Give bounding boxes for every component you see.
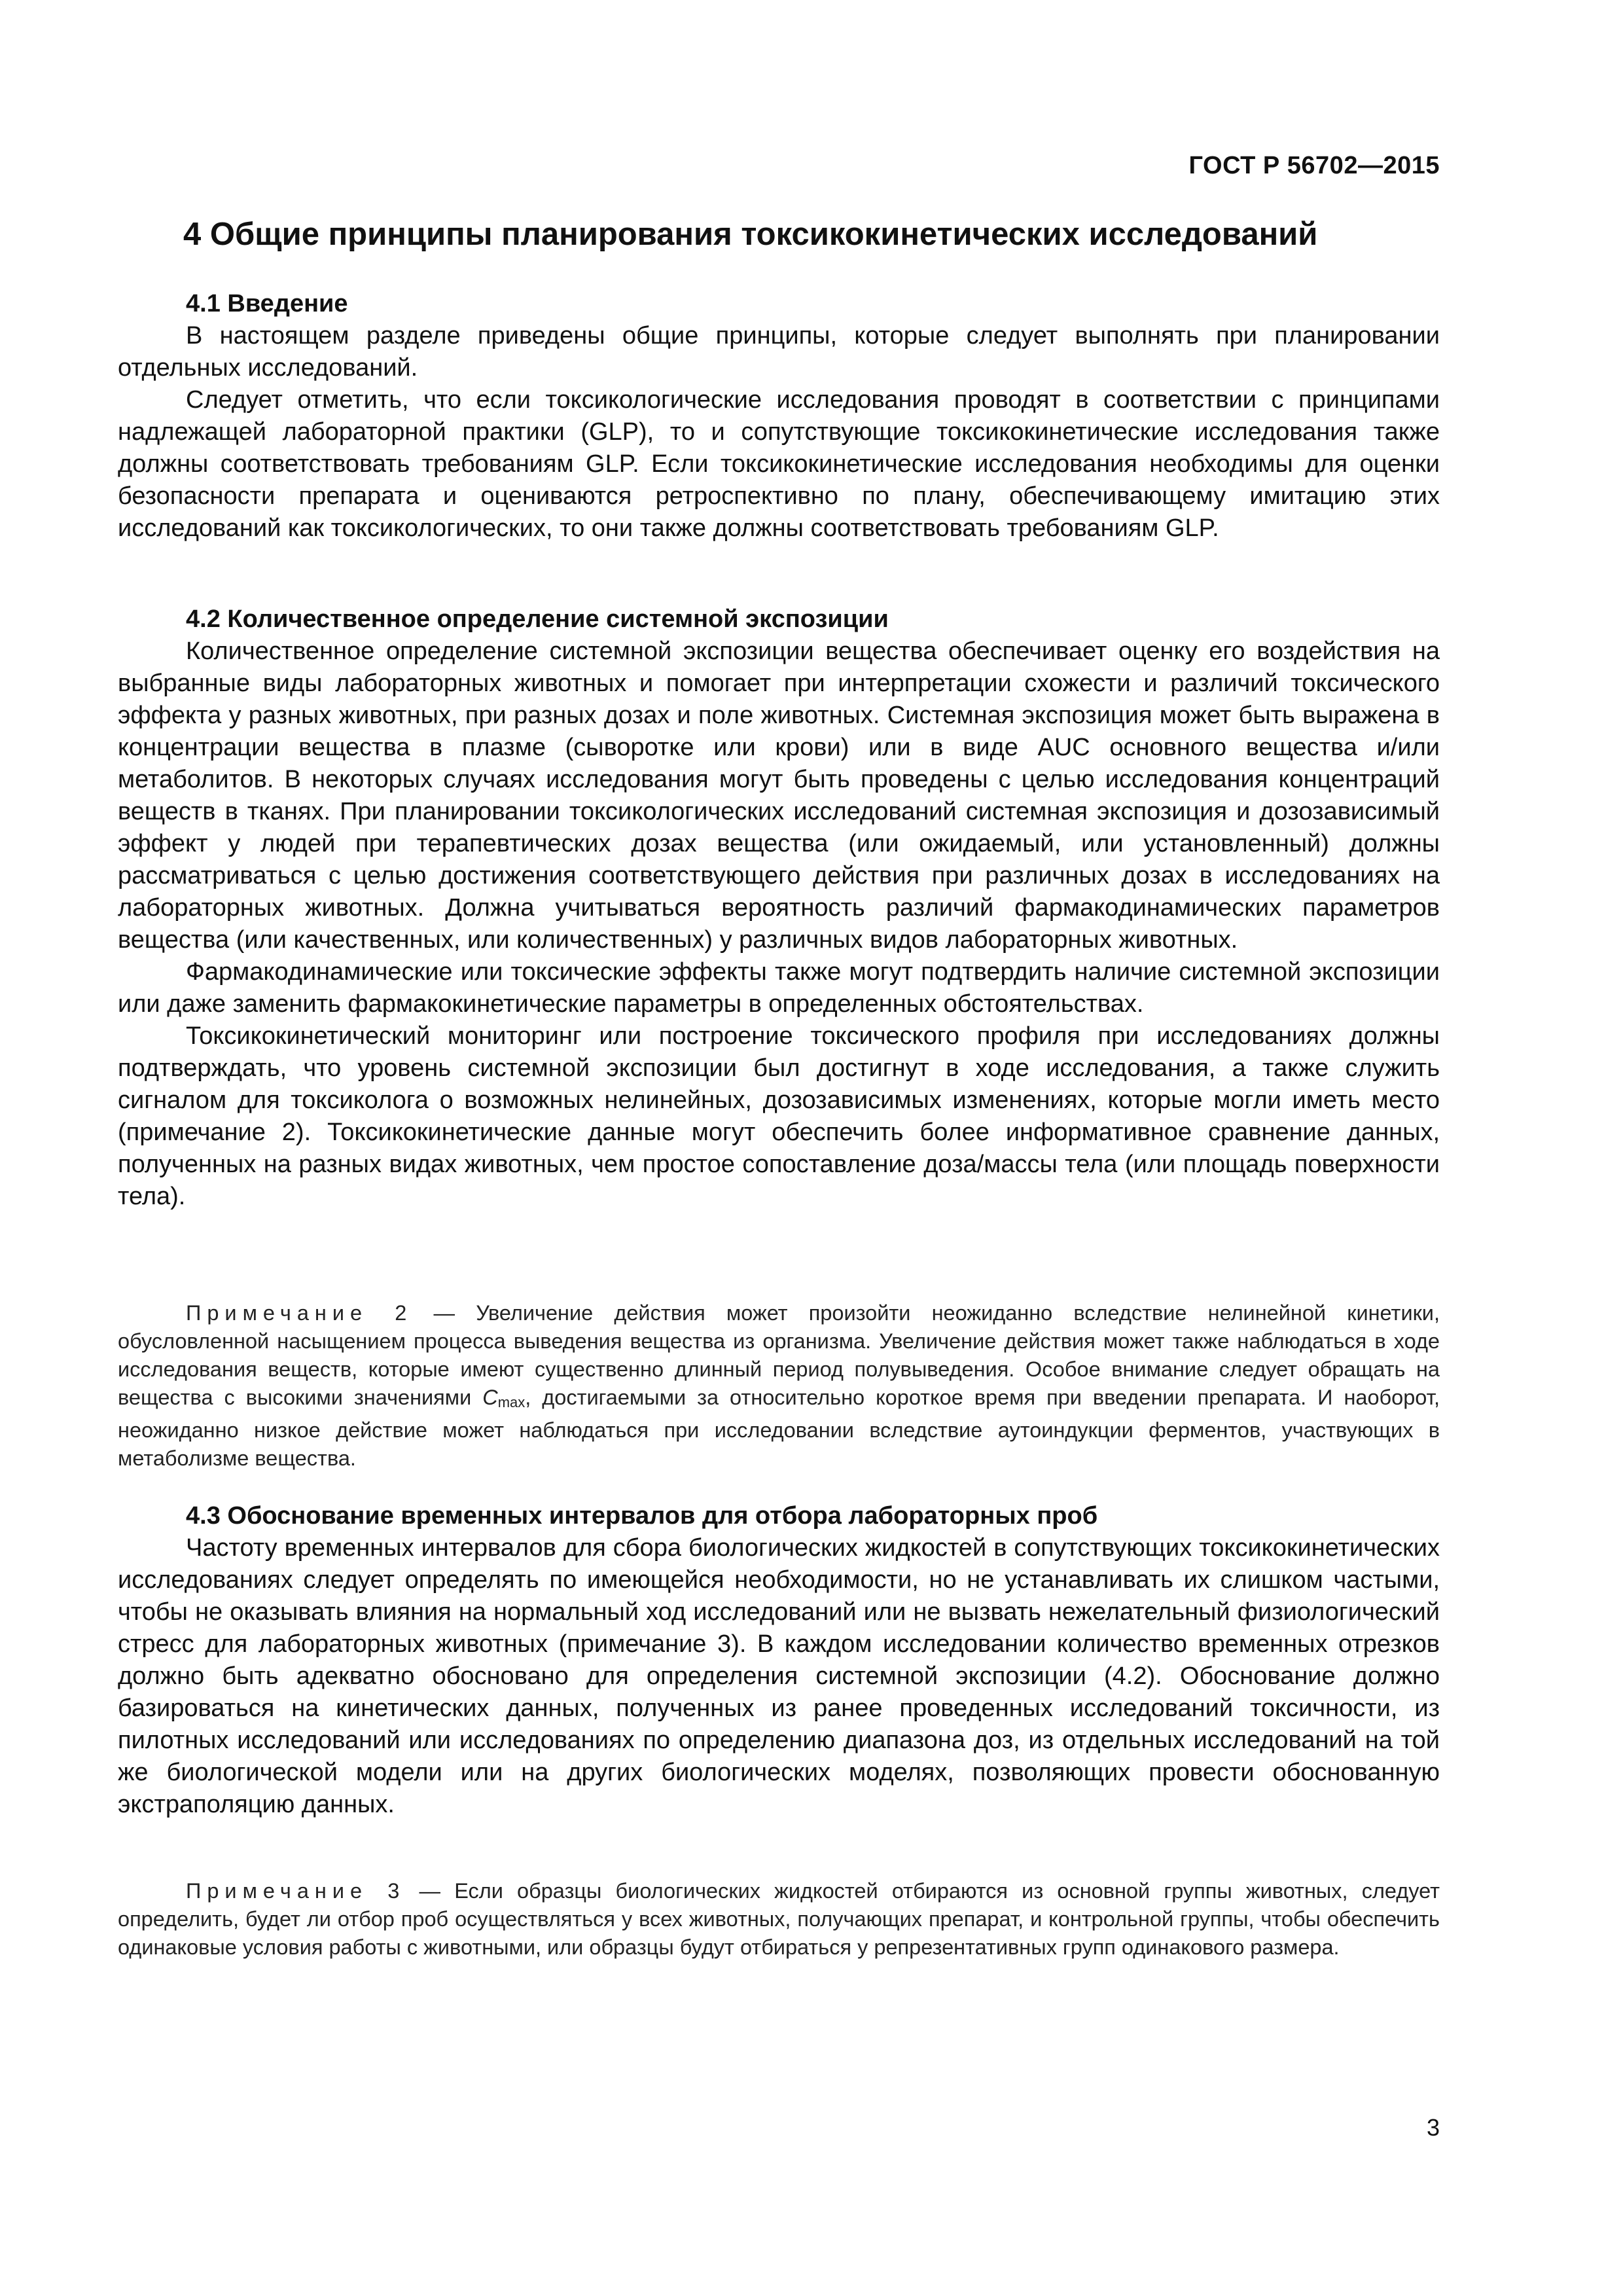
paragraph: Следует отметить, что если токсикологические исследования проводят в соответствии с принципами надлежащей лабораторной практики (GLP), то и сопутствующие токсикокинетические исследования также должны соответствовать требованиям GLP. Если токсикокинетические исследования необходимы для оценки безопасности препарата и оцениваются ретроспективно по плану, обеспечивающему имитацию этих исследований как токсикологических, то они также должны соответствовать требованиям GLP. — [118, 386, 1440, 542]
subsection-heading-4-1: 4.1 Введение — [186, 290, 348, 317]
paragraph: Количественное определение системной экспозиции вещества обеспечивает оценку его воздействия на выбранные виды лабораторных животных и помогает при интерпретации схожести и различий токсического эффекта у разных животных, при разных дозах и поле животных. Системная экспозиция может быть выражена в концентрации вещества в плазме (сыворотке или крови) или в виде AUC основного вещества и/или метаболитов. В некоторых случаях исследования могут быть проведены с целью исследования концентраций веществ в тканях. При планировании токсикологических исследований системная экспозиция и дозозависимый эффект у людей при терапевтических дозах вещества (или ожидаемый, или установленный) должны рассматриваться с целью достижения соответствующего действия при различных дозах в исследованиях на лабораторных животных. Должна учитываться вероятность различий фармакодинамических параметров вещества (или качественных, или количественных) у различных видов лабораторных животных. — [118, 637, 1440, 954]
subsection-heading-4-2: 4.2 Количественное определение системной экспозиции — [186, 605, 889, 633]
section-4-1 — [118, 288, 1440, 545]
paragraph: Токсикокинетический мониторинг или построение токсического профиля при исследованиях должны подтверждать, что уровень системной экспозиции был достигнут в ходе исследования, а также служить сигналом для токсиколога о возможных нелинейных, дозозависимых изменениях, которые могли иметь место (примечание 2). Токсикокинетические данные могут обеспечить более информативное сравнение данных, полученных на разных видах животных, чем простое сопоставление доза/массы тела (или площадь поверхности тела). — [118, 1022, 1440, 1210]
note-3 — [118, 1877, 1440, 1962]
note-label: Примечание 3 — [186, 1879, 406, 1903]
section-4-3 — [118, 1500, 1440, 1821]
note-cmax-subscript: max — [497, 1394, 526, 1410]
page-number: 3 — [1426, 2114, 1440, 2141]
paragraph: Фармакодинамические или токсические эффекты также могут подтвердить наличие системной экспозиции или даже заменить фармакокинетические параметры в определенных обстоятельствах. — [118, 958, 1440, 1018]
note-label: Примечание 2 — [186, 1301, 413, 1325]
note-cmax-symbol: C — [482, 1386, 498, 1409]
section-title: 4 Общие принципы планирования токсикокинетических исследований — [183, 217, 1318, 252]
note-text: — Если образцы биологических жидкостей отбираются из основной группы животных, следует определить, будет ли отбор проб осуществляться у всех животных, получающих препарат, и контрольной группы, чтобы обеспечить одинаковые условия работы с животными, или образцы будут отбираться у репрезентативных групп одинакового размера. — [118, 1879, 1440, 1959]
section-4-2 — [118, 603, 1440, 1213]
standard-code-header: ГОСТ Р 56702—2015 — [1188, 152, 1440, 179]
note-text: — Увеличение действия может произойти неожиданно вследствие нелинейной кинетики, обусловленной насыщением процесса выведения вещества из организма. Увеличение действия может также наблюдаться в ходе исследования веществ, которые имеют существенно длинный период полувыведения. Особое внимание следует обращать на вещества с высокими значениями — [118, 1301, 1440, 1409]
paragraph: В настоящем разделе приведены общие принципы, которые следует выполнять при планировании отдельных исследований. — [118, 322, 1440, 382]
paragraph: Частоту временных интервалов для сбора биологических жидкостей в сопутствующих токсикокинетических исследованиях следует определять по имеющейся необходимости, но не устанавливать их слишком частыми, чтобы не оказывать влияния на нормальный ход исследований или не вызвать нежелательный физиологический стресс для лабораторных животных (примечание 3). В каждом исследовании количество временных отрезков должно быть адекватно обосновано для определения системной экспозиции (4.2). Обоснование должно базироваться на кинетических данных, полученных из ранее проведенных исследований токсичности, из пилотных исследований или исследованиях по определению диапазона доз, из отдельных исследований на той же биологической модели или на других биологических моделях, позволяющих провести обоснованную экстраполяцию данных. — [118, 1534, 1440, 1818]
note-2 — [118, 1299, 1440, 1473]
note-text: , достигаемыми за относительно короткое время при введении препарата. И наоборот, неожиданно низкое действие может наблюдаться при исследовании вследствие аутоиндукции ферментов, участвующих в метаболизме вещества. — [118, 1386, 1440, 1470]
subsection-heading-4-3: 4.3 Обоснование временных интервалов для отбора лабораторных проб — [186, 1502, 1098, 1530]
